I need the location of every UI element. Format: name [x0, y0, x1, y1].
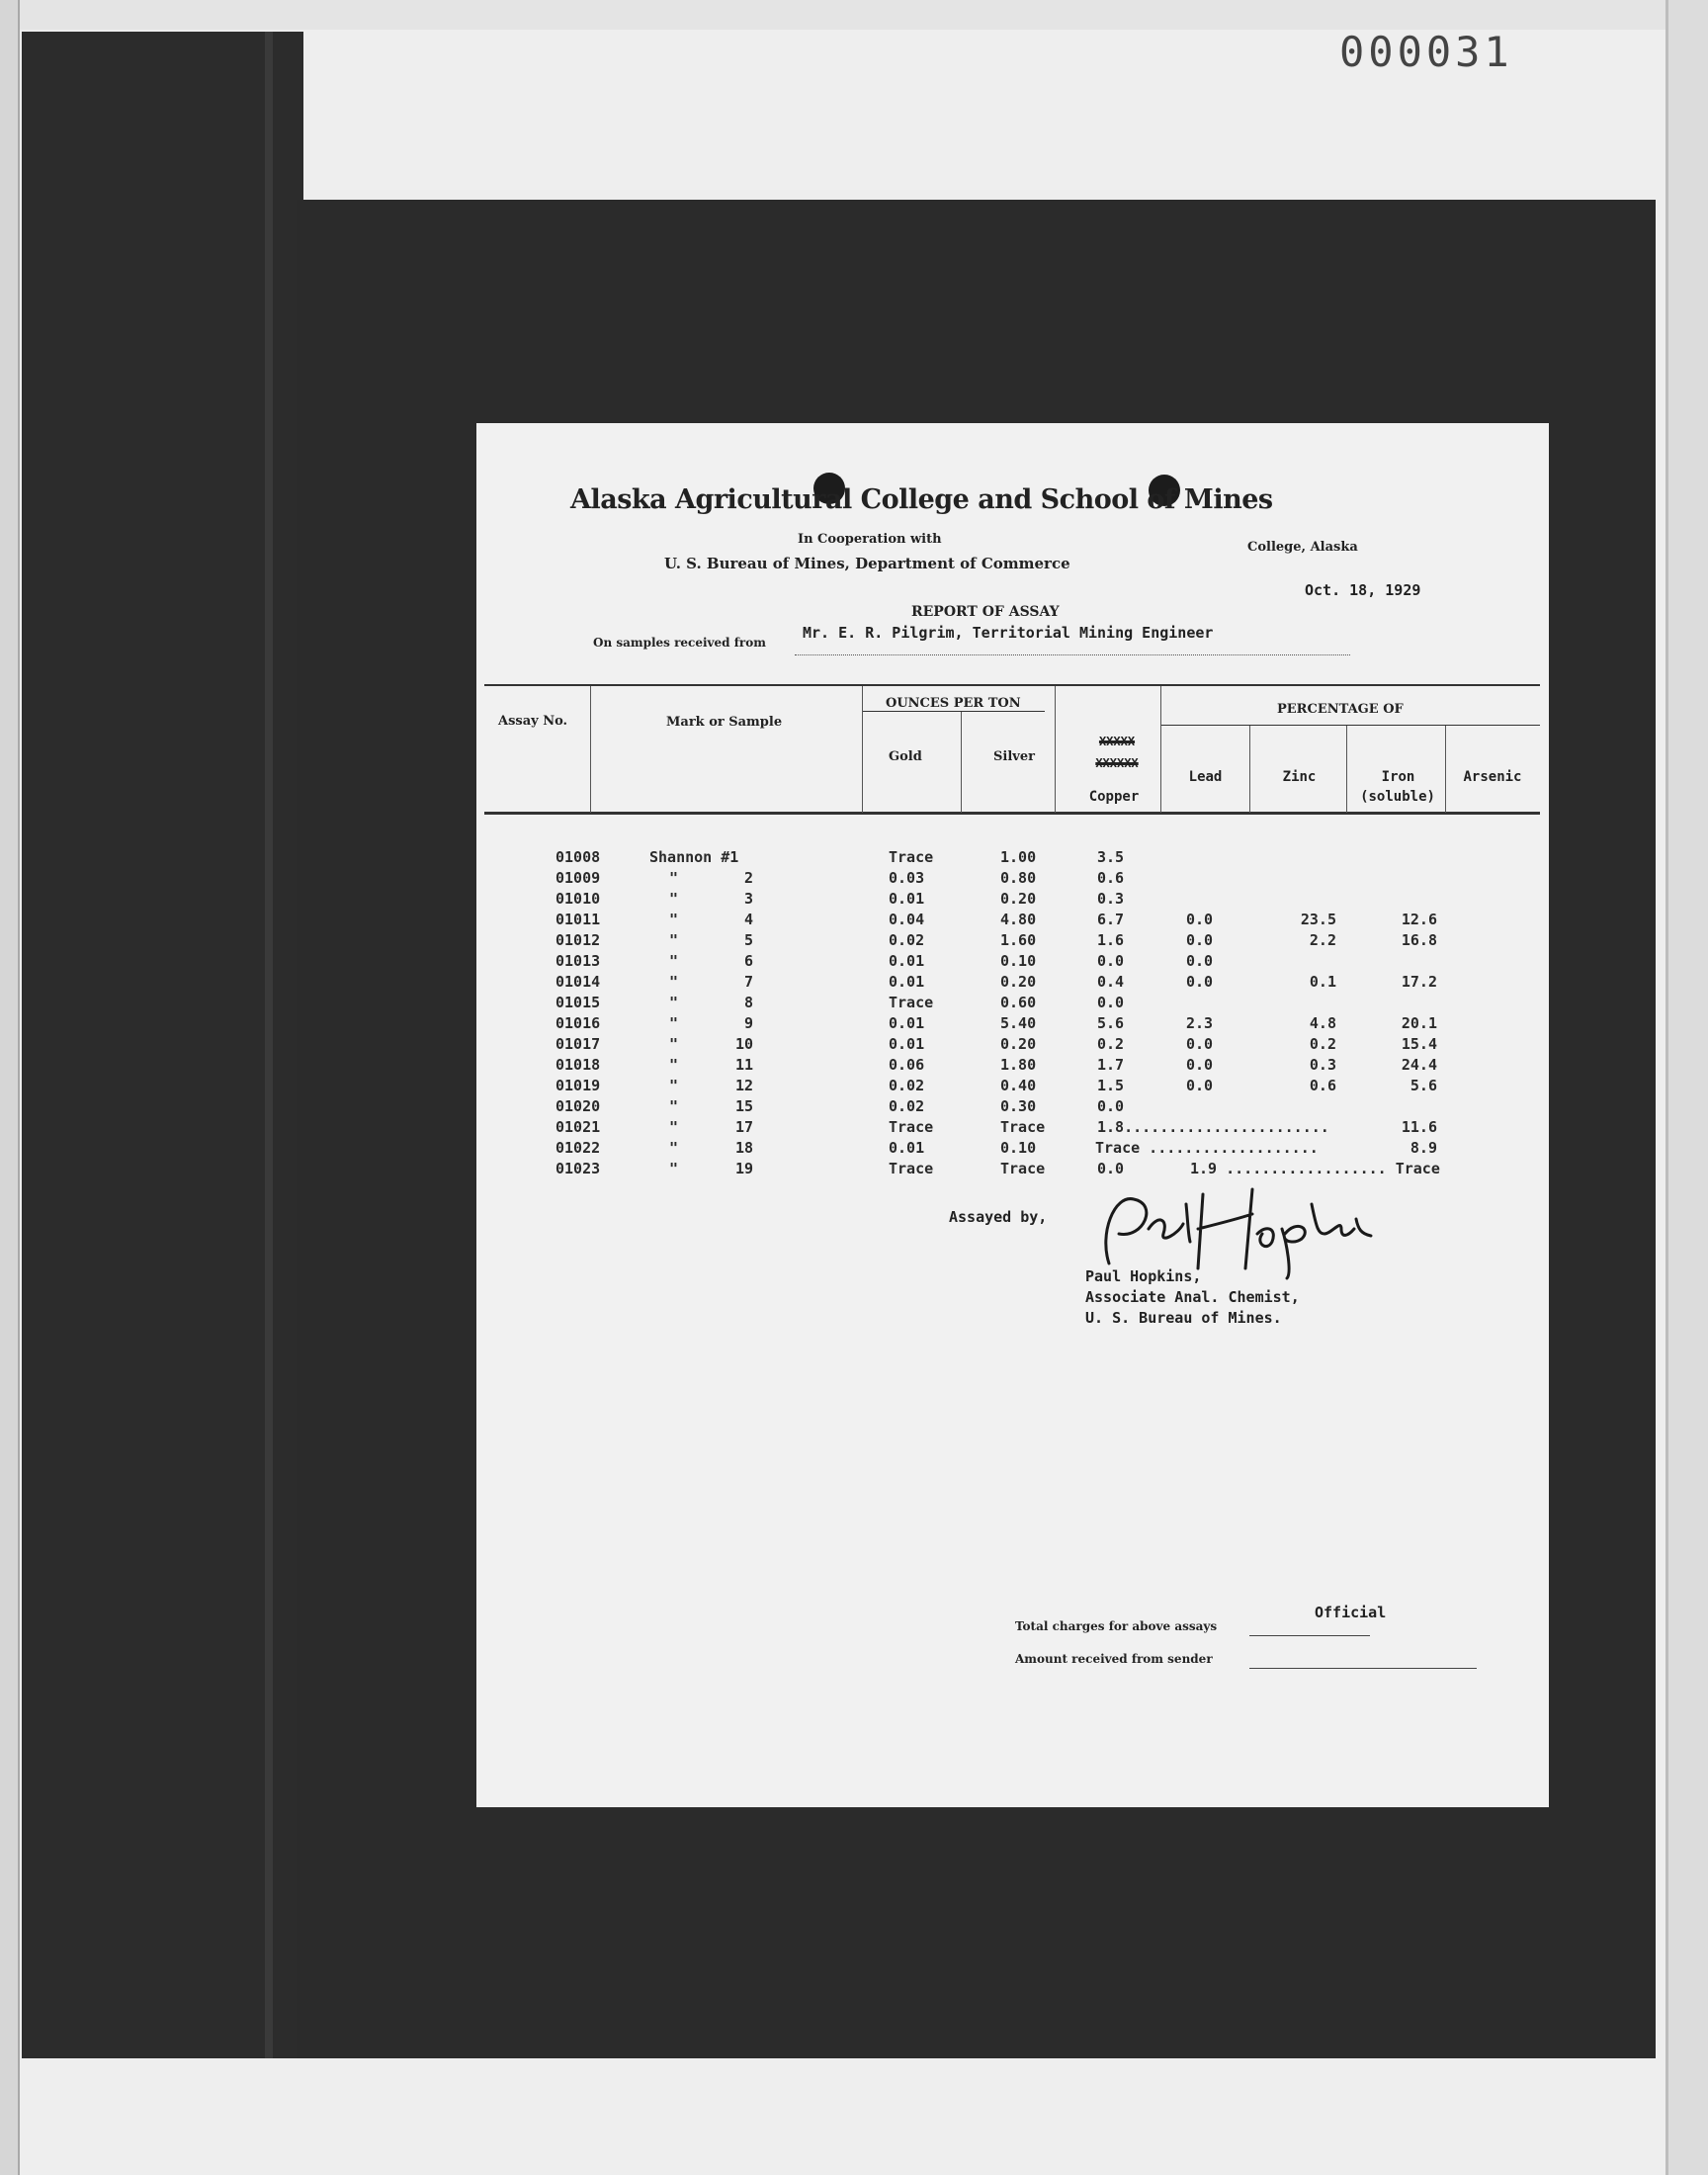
silver-value: 1.60: [1000, 931, 1037, 949]
gold-value: 0.01: [889, 952, 925, 970]
header-struck-1: XXXXX: [1098, 735, 1136, 748]
header-zinc: Zinc: [1282, 769, 1317, 785]
silver-value: 0.40: [1000, 1077, 1037, 1094]
sample-mark: Shannon #1: [649, 848, 739, 866]
header-struck-2: XXXXXX: [1095, 756, 1139, 770]
gold-value: Trace: [889, 994, 934, 1011]
gold-value: 0.01: [889, 890, 925, 908]
header-mark-sample: Mark or Sample: [666, 715, 783, 730]
assay-no: 01019: [555, 1077, 601, 1094]
copper-value: 6.7: [1097, 911, 1125, 928]
table-row: [476, 1160, 1549, 1180]
table-top-rule: [484, 684, 1540, 686]
sample-number: 7: [743, 973, 753, 991]
sample-number: 18: [734, 1139, 753, 1157]
copy-id: 000031: [1339, 28, 1513, 76]
iron-value: 12.6: [1401, 911, 1437, 928]
signer-org: U. S. Bureau of Mines.: [1085, 1309, 1282, 1327]
gold-value: 0.04: [889, 911, 925, 928]
silver-value: 0.10: [1000, 1139, 1037, 1157]
sample-number: 10: [734, 1035, 753, 1053]
table-header-bottom-rule: [484, 812, 1540, 815]
table-row: [476, 848, 1549, 869]
iron-value: 8.9: [1409, 1139, 1437, 1157]
table-row: [476, 1014, 1549, 1035]
table-row: [476, 869, 1549, 890]
sample-number: 2: [743, 869, 753, 887]
lead-value: 0.0: [1186, 911, 1214, 928]
sample-number: 17: [734, 1118, 753, 1136]
copper-value: 0.2: [1097, 1035, 1125, 1053]
lead-value: 0.0: [1186, 1056, 1214, 1074]
total-charges-value: Official: [1315, 1604, 1387, 1621]
ounces-rule: [862, 711, 1045, 712]
gold-value: 0.06: [889, 1056, 925, 1074]
sample-mark: ": [669, 1056, 679, 1074]
header-silver: Silver: [993, 749, 1035, 764]
header-struck-out: [1081, 731, 1153, 774]
sample-mark: ": [669, 1077, 679, 1094]
copper-value: 3.5: [1097, 848, 1125, 866]
zinc-value: 2.2: [1309, 931, 1336, 949]
amount-received-rule: [1249, 1668, 1477, 1669]
dark-frame-strip: [265, 32, 273, 2058]
table-row: [476, 994, 1549, 1014]
assay-no: 01012: [555, 931, 601, 949]
header-gold: Gold: [889, 749, 922, 764]
table-row: [476, 931, 1549, 952]
sample-mark: ": [669, 1014, 679, 1032]
copper-trace-dotted: Trace ...................: [1095, 1139, 1319, 1157]
institution-name: Alaska Agricultural College and School of Mines: [570, 484, 1273, 515]
column-rule: [862, 686, 863, 813]
sample-mark: ": [669, 1160, 679, 1177]
iron-value: 15.4: [1401, 1035, 1437, 1053]
sample-mark: ": [669, 869, 679, 887]
header-arsenic: Arsenic: [1463, 769, 1522, 785]
sample-mark: ": [669, 1035, 679, 1053]
signer-title: Associate Anal. Chemist,: [1085, 1288, 1300, 1306]
header-ounces-per-ton: OUNCES PER TON: [886, 696, 1021, 711]
total-charges-label: Total charges for above assays: [1015, 1619, 1218, 1633]
header-iron-soluble: (soluble): [1360, 789, 1435, 805]
sample-number: 8: [743, 994, 753, 1011]
sample-number: 15: [734, 1097, 753, 1115]
silver-value: Trace: [1000, 1160, 1046, 1177]
table-row: [476, 973, 1549, 994]
header-lead: Lead: [1188, 769, 1223, 785]
assay-no: 01016: [555, 1014, 601, 1032]
table-row: [476, 1097, 1549, 1118]
table-row: [476, 1056, 1549, 1077]
assay-no: 01014: [555, 973, 601, 991]
report-date: Oct. 18, 1929: [1305, 581, 1421, 599]
sample-number: 19: [734, 1160, 753, 1177]
copper-value: 0.3: [1097, 890, 1125, 908]
sample-mark: ": [669, 911, 679, 928]
copper-value: 0.0: [1097, 952, 1125, 970]
lead-value: 0.0: [1186, 931, 1214, 949]
silver-value: 1.00: [1000, 848, 1037, 866]
assay-no: 01011: [555, 911, 601, 928]
iron-value: 16.8: [1401, 931, 1437, 949]
table-row: [476, 1077, 1549, 1097]
silver-value: 0.20: [1000, 973, 1037, 991]
gold-value: 0.02: [889, 931, 925, 949]
copper-lead-dotted: 1.8.......................: [1097, 1118, 1329, 1136]
sample-number: 4: [743, 911, 753, 928]
silver-value: 0.30: [1000, 1097, 1037, 1115]
silver-value: 1.80: [1000, 1056, 1037, 1074]
assay-rows: [476, 848, 1549, 1180]
lead-value: 2.3: [1186, 1014, 1214, 1032]
assay-no: 01015: [555, 994, 601, 1011]
gold-value: 0.03: [889, 869, 925, 887]
sample-mark: ": [669, 890, 679, 908]
copper-value: 0.0: [1097, 1160, 1125, 1177]
zinc-value: 0.3: [1309, 1056, 1336, 1074]
sample-number: 11: [734, 1056, 753, 1074]
received-from-value: Mr. E. R. Pilgrim, Territorial Mining Engineer: [803, 624, 1214, 642]
silver-value: 0.20: [1000, 1035, 1037, 1053]
assay-no: 01020: [555, 1097, 601, 1115]
zinc-value: 4.8: [1309, 1014, 1336, 1032]
column-rule: [1346, 726, 1347, 813]
assay-no: 01009: [555, 869, 601, 887]
column-rule: [590, 686, 591, 813]
sample-number: 5: [743, 931, 753, 949]
silver-value: 4.80: [1000, 911, 1037, 928]
copper-value: 0.6: [1097, 869, 1125, 887]
sample-mark: ": [669, 1118, 679, 1136]
table-row: [476, 952, 1549, 973]
signer-name: Paul Hopkins,: [1085, 1267, 1202, 1285]
header-assay-no: Assay No.: [498, 714, 568, 729]
gold-value: Trace: [889, 1160, 934, 1177]
gold-value: Trace: [889, 1118, 934, 1136]
zinc-value: 0.6: [1309, 1077, 1336, 1094]
place-line: College, Alaska: [1247, 540, 1358, 555]
report-title: REPORT OF ASSAY: [911, 604, 1060, 620]
zinc-value: 23.5: [1300, 911, 1336, 928]
amount-received-label: Amount received from sender: [1015, 1652, 1213, 1666]
iron-value: 20.1: [1401, 1014, 1437, 1032]
total-charges-rule: [1249, 1635, 1370, 1636]
gold-value: 0.01: [889, 1035, 925, 1053]
copper-value: 0.0: [1097, 994, 1125, 1011]
table-row: [476, 1139, 1549, 1160]
gold-value: 0.01: [889, 973, 925, 991]
sample-mark: ": [669, 1097, 679, 1115]
header-copper: Copper: [1088, 789, 1140, 805]
received-from-rule: [795, 654, 1350, 655]
percentage-rule: [1160, 725, 1540, 726]
copper-value: 0.4: [1097, 973, 1125, 991]
gold-value: 0.01: [889, 1139, 925, 1157]
zinc-value: 0.1: [1309, 973, 1336, 991]
iron-value: 11.6: [1401, 1118, 1437, 1136]
cooperation-line: In Cooperation with: [798, 532, 942, 547]
gold-value: Trace: [889, 848, 934, 866]
header-percentage-of: PERCENTAGE OF: [1277, 702, 1404, 717]
assayed-by-label: Assayed by,: [949, 1208, 1048, 1226]
assay-no: 01022: [555, 1139, 601, 1157]
lead-value: 0.0: [1186, 973, 1214, 991]
sample-mark: ": [669, 994, 679, 1011]
lead-arsenic-dotted: 1.9 .................. Trace: [1190, 1160, 1440, 1177]
sample-mark: ": [669, 952, 679, 970]
iron-value: 17.2: [1401, 973, 1437, 991]
column-rule: [961, 712, 962, 813]
table-row: [476, 1118, 1549, 1139]
header-iron: Iron: [1381, 769, 1415, 785]
assay-report-page: [476, 423, 1549, 1807]
gold-value: 0.01: [889, 1014, 925, 1032]
scan-edge-right: [1665, 0, 1708, 2175]
sample-mark: ": [669, 931, 679, 949]
assay-no: 01018: [555, 1056, 601, 1074]
lead-value: 0.0: [1186, 1077, 1214, 1094]
received-from-label: On samples received from: [593, 636, 766, 650]
zinc-value: 0.2: [1309, 1035, 1336, 1053]
column-rule: [1160, 686, 1161, 813]
silver-value: 0.10: [1000, 952, 1037, 970]
copper-value: 5.6: [1097, 1014, 1125, 1032]
sample-number: 3: [743, 890, 753, 908]
copper-value: 1.7: [1097, 1056, 1125, 1074]
silver-value: 0.80: [1000, 869, 1037, 887]
sample-mark: ": [669, 973, 679, 991]
dark-frame-left: [22, 32, 303, 2058]
iron-value: 24.4: [1401, 1056, 1437, 1074]
table-row: [476, 911, 1549, 931]
gold-value: 0.02: [889, 1097, 925, 1115]
lead-value: 0.0: [1186, 952, 1214, 970]
sample-mark: ": [669, 1139, 679, 1157]
sample-number: 6: [743, 952, 753, 970]
assay-no: 01023: [555, 1160, 601, 1177]
table-row: [476, 1035, 1549, 1056]
table-row: [476, 890, 1549, 911]
assay-no: 01017: [555, 1035, 601, 1053]
assay-no: 01021: [555, 1118, 601, 1136]
silver-value: 0.60: [1000, 994, 1037, 1011]
column-rule: [1055, 686, 1056, 813]
iron-value: 5.6: [1409, 1077, 1437, 1094]
bureau-line: U. S. Bureau of Mines, Department of Commerce: [664, 555, 1070, 572]
assay-no: 01013: [555, 952, 601, 970]
copper-value: 1.5: [1097, 1077, 1125, 1094]
sample-number: 12: [734, 1077, 753, 1094]
assay-no: 01008: [555, 848, 601, 866]
silver-value: Trace: [1000, 1118, 1046, 1136]
gold-value: 0.02: [889, 1077, 925, 1094]
copper-value: 0.0: [1097, 1097, 1125, 1115]
scan-edge-top: [0, 0, 1708, 30]
copper-value: 1.6: [1097, 931, 1125, 949]
scan-edge-left: [0, 0, 20, 2175]
assay-no: 01010: [555, 890, 601, 908]
sample-number: 9: [743, 1014, 753, 1032]
silver-value: 5.40: [1000, 1014, 1037, 1032]
silver-value: 0.20: [1000, 890, 1037, 908]
column-rule: [1249, 726, 1250, 813]
lead-value: 0.0: [1186, 1035, 1214, 1053]
